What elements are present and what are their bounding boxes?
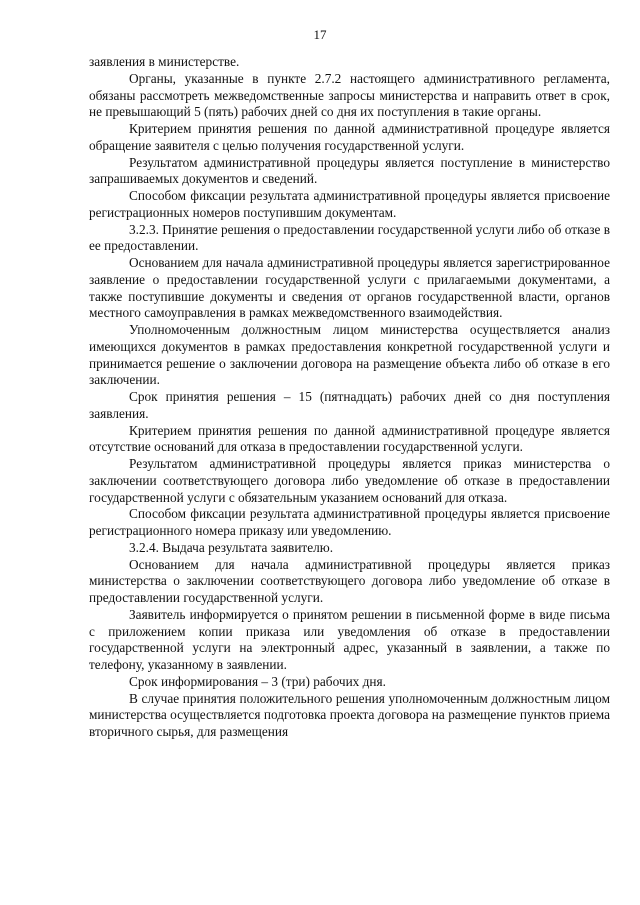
paragraph: Заявитель информируется о принятом решении в письменной форме в виде письма с приложением копии приказа или уведомления об отказе в предоставлении государственной услуги на электронный адрес, указанный в заявлении, а также по телефону, указанному в заявлении. <box>89 606 610 672</box>
paragraph: Результатом административной процедуры является поступление в министерство запрашиваемых документов и сведений. <box>89 154 610 187</box>
paragraph: Уполномоченным должностным лицом министерства осуществляется анализ имеющихся документов в рамках предоставления конкретной государственной услуги и принимается решение о заключении договора на размещение объекта либо об отказе в его заключении. <box>89 322 610 388</box>
document-body <box>89 54 610 741</box>
paragraph: Результатом административной процедуры является приказ министерства о заключении соответствующего договора либо уведомление об отказе в предоставлении государственной услуги с обязательным указанием оснований для отказа. <box>89 456 610 505</box>
paragraph: Основанием для начала административной процедуры является зарегистрированное заявление о предоставлении государственной услуги с прилагаемыми документами, а также поступившие документы и сведения от органов государственной власти, органов местного самоуправления в рамках межведомственного взаимодействия. <box>89 255 610 321</box>
paragraph: Срок информирования – 3 (три) рабочих дня. <box>129 673 386 689</box>
paragraph: Критерием принятия решения по данной административной процедуре является обращение заявителя с целью получения государственной услуги. <box>89 121 610 153</box>
paragraph: Способом фиксации результата административной процедуры является присвоение регистрационных номеров поступившим документам. <box>89 188 610 220</box>
paragraph: Органы, указанные в пункте 2.7.2 настоящего административного регламента, обязаны рассмотреть межведомственные запросы министерства и направить ответ в срок, не превышающий 5 (пять) рабочих дней со дня их поступления в такие органы. <box>89 70 610 120</box>
paragraph: В случае принятия положительного решения уполномоченным должностным лицом министерства осуществляется подготовка проекта договора на размещение пунктов приема вторичного сырья, для размещения <box>89 690 610 739</box>
paragraph: Критерием принятия решения по данной административной процедуре является отсутствие оснований для отказа в предоставлении государственной услуги. <box>89 422 610 455</box>
section-heading: 3.2.3. Принятие решения о предоставлении государственной услуги либо об отказе в ее предоставлении. <box>89 221 610 254</box>
paragraph: Основанием для начала административной процедуры является приказ министерства о заключении соответствующего договора либо уведомление об отказе в предоставлении государственной услуги. <box>89 556 610 605</box>
paragraph: заявления в министерстве. <box>89 54 240 69</box>
paragraph: Срок принятия решения – 15 (пятнадцать) рабочих дней со дня поступления заявления. <box>89 389 610 421</box>
section-heading: 3.2.4. Выдача результата заявителю. <box>129 539 334 555</box>
paragraph: Способом фиксации результата административной процедуры является присвоение регистрационного номера приказу или уведомлению. <box>89 506 610 538</box>
page-number: 17 <box>313 27 327 42</box>
